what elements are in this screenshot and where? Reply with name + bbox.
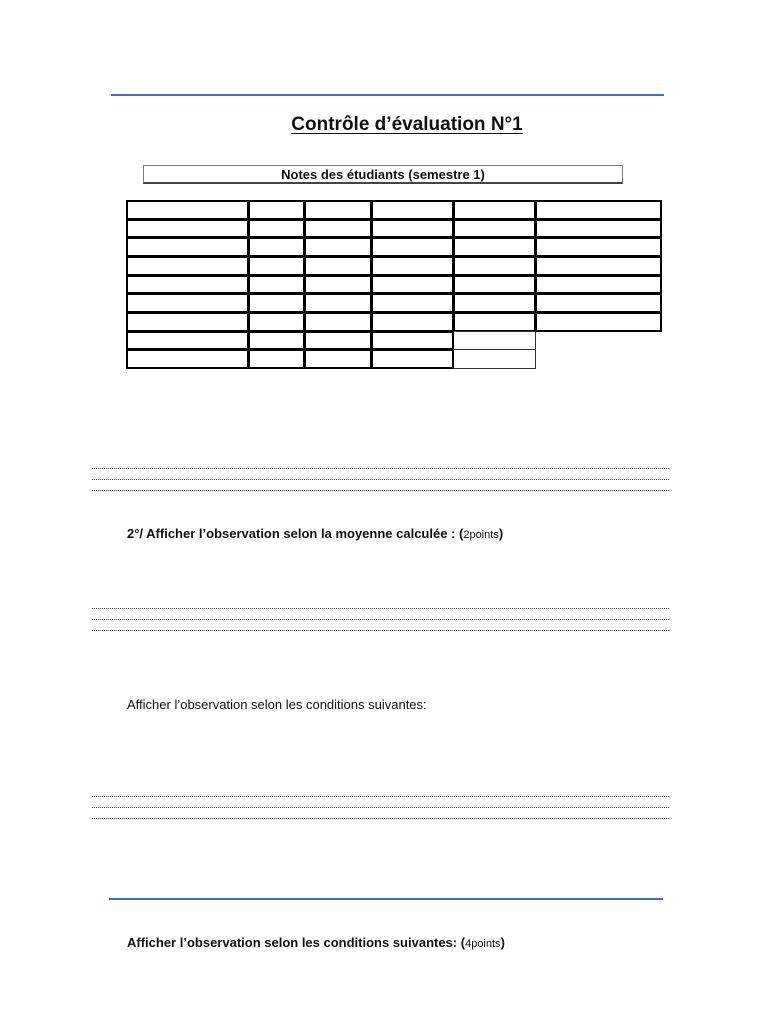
table-cell [453,256,536,276]
table-cell [248,256,305,276]
table-cell [371,331,454,350]
table-cell [535,275,662,294]
table-cell [371,219,454,238]
table-cell [535,237,662,257]
table-cell [304,293,372,313]
table-cell [126,237,249,257]
question-4-suffix: ) [500,935,505,950]
table-cell [453,219,536,238]
table-cell [248,200,305,220]
section-rule [109,898,663,900]
table-cell [304,275,372,294]
table-cell [126,200,249,220]
table-cell [453,275,536,294]
table-cell [453,237,536,257]
question-2 [127,526,503,541]
table-cell [453,349,536,369]
header-rule [111,94,664,96]
table-cell [126,349,249,369]
question-2-suffix: ) [498,526,504,541]
table-cell [248,293,305,313]
table-cell [304,256,372,276]
table-cell [126,275,249,294]
table-cell [453,293,536,313]
answer-line [92,796,669,797]
table-cell [371,275,454,294]
table-cell [126,293,249,313]
question-2-points: 2points [463,529,499,541]
table-cell [248,349,305,369]
table-cell [453,331,536,350]
answer-line [92,608,669,609]
table-cell [248,331,305,350]
table-cell [304,237,372,257]
answer-line [92,479,669,480]
table-cell [126,312,249,332]
table-cell [126,331,249,350]
answer-line [92,807,669,808]
table-cell [535,219,662,238]
table-cell [371,237,454,257]
table-cell [453,200,536,220]
table-cell [371,256,454,276]
page-title: Contrôle d’évaluation N°1 [291,114,523,135]
table-cell [304,331,372,350]
table-cell [535,256,662,276]
table-cell [453,312,536,332]
table-cell [371,293,454,313]
table-cell [304,349,372,369]
table-cell [535,293,662,313]
table-cell [248,219,305,238]
table-cell [126,256,249,276]
table-cell [248,312,305,332]
grades-table [126,200,661,370]
table-caption: Notes des étudiants (semestre 1) [143,165,623,184]
answer-line [92,468,669,469]
table-cell [371,349,454,369]
table-cell [304,200,372,220]
answer-line [92,619,669,620]
question-2-text: 2°/ Afficher l’observation selon la moyenne calculée : ( [127,526,464,541]
question-4 [127,935,505,950]
question-3: Afficher l’observation selon les conditions suivantes: [127,697,427,712]
answer-line [92,818,669,819]
table-cell [304,219,372,238]
answer-line [92,490,669,491]
table-cell [248,275,305,294]
table-cell [126,219,249,238]
question-4-text: Afficher l’observation selon les conditions suivantes: ( [127,935,466,950]
answer-line [92,630,669,631]
table-cell [371,312,454,332]
table-cell [304,312,372,332]
table-cell [535,200,662,220]
table-cell [371,200,454,220]
table-cell [535,312,662,332]
table-cell [248,237,305,257]
question-4-points: 4points [465,938,501,950]
